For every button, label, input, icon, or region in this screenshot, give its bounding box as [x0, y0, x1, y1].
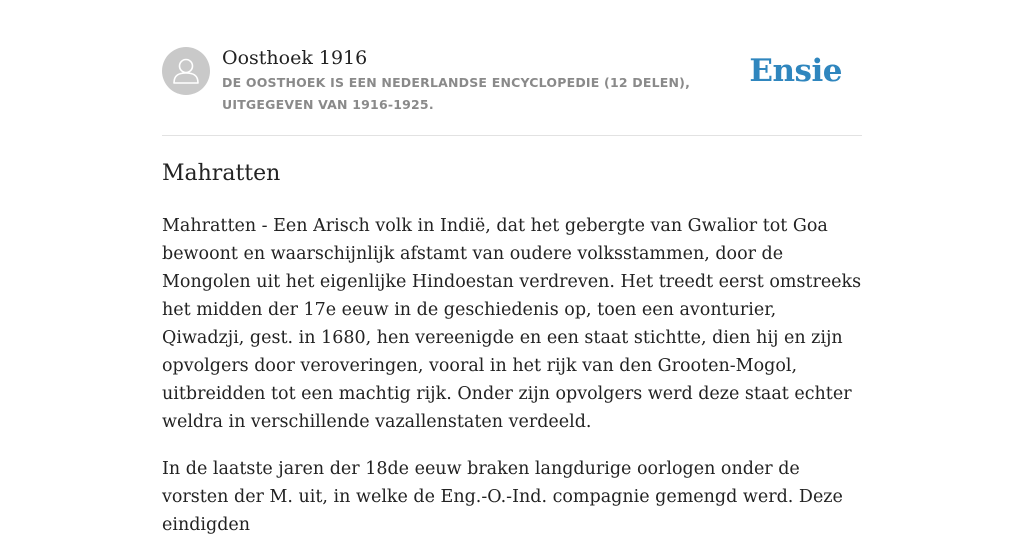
source-header: [162, 45, 862, 135]
source-title[interactable]: Oosthoek 1916: [222, 47, 368, 69]
article-body: [162, 212, 862, 558]
brand-logo[interactable]: Ensie: [749, 53, 842, 89]
source-description: DE OOSTHOEK IS EEN NEDERLANDSE ENCYCLOPEDIE (12 DELEN), UITGEGEVEN VAN 1916-1925.: [222, 75, 691, 112]
article-paragraph: Mahratten - Een Arisch volk in Indië, dat het gebergte van Gwalior tot Goa bewoont en waarschijnlijk afstamt van oudere volksstammen, door de Mongolen uit het eigenlijke Hindoestan verdreven. Het treedt eerst omstreeks het midden der 17e eeuw in de geschiedenis op, toen een avonturier, Qiwadzji, gest. in 1680, hen vereenigde en een staat stichtte, dien hij en zijn opvolgers door veroveringen, vooral in het rijk van den Grooten-Mogol, uitbreidden tot een machtig rijk. Onder zijn opvolgers werd deze staat echter weldra in verschillende vazallenstaten verdeeld.: [162, 216, 862, 432]
header-divider: [162, 135, 862, 136]
user-silhouette-icon: [162, 47, 210, 95]
source-avatar[interactable]: [162, 47, 210, 95]
article-title: Mahratten: [162, 161, 281, 186]
article-paragraph: In de laatste jaren der 18de eeuw braken langdurige oorlogen onder de vorsten der M. uit, in welke de Eng.-O.-Ind. compagnie gemengd werd. Deze eindigden: [162, 459, 843, 535]
